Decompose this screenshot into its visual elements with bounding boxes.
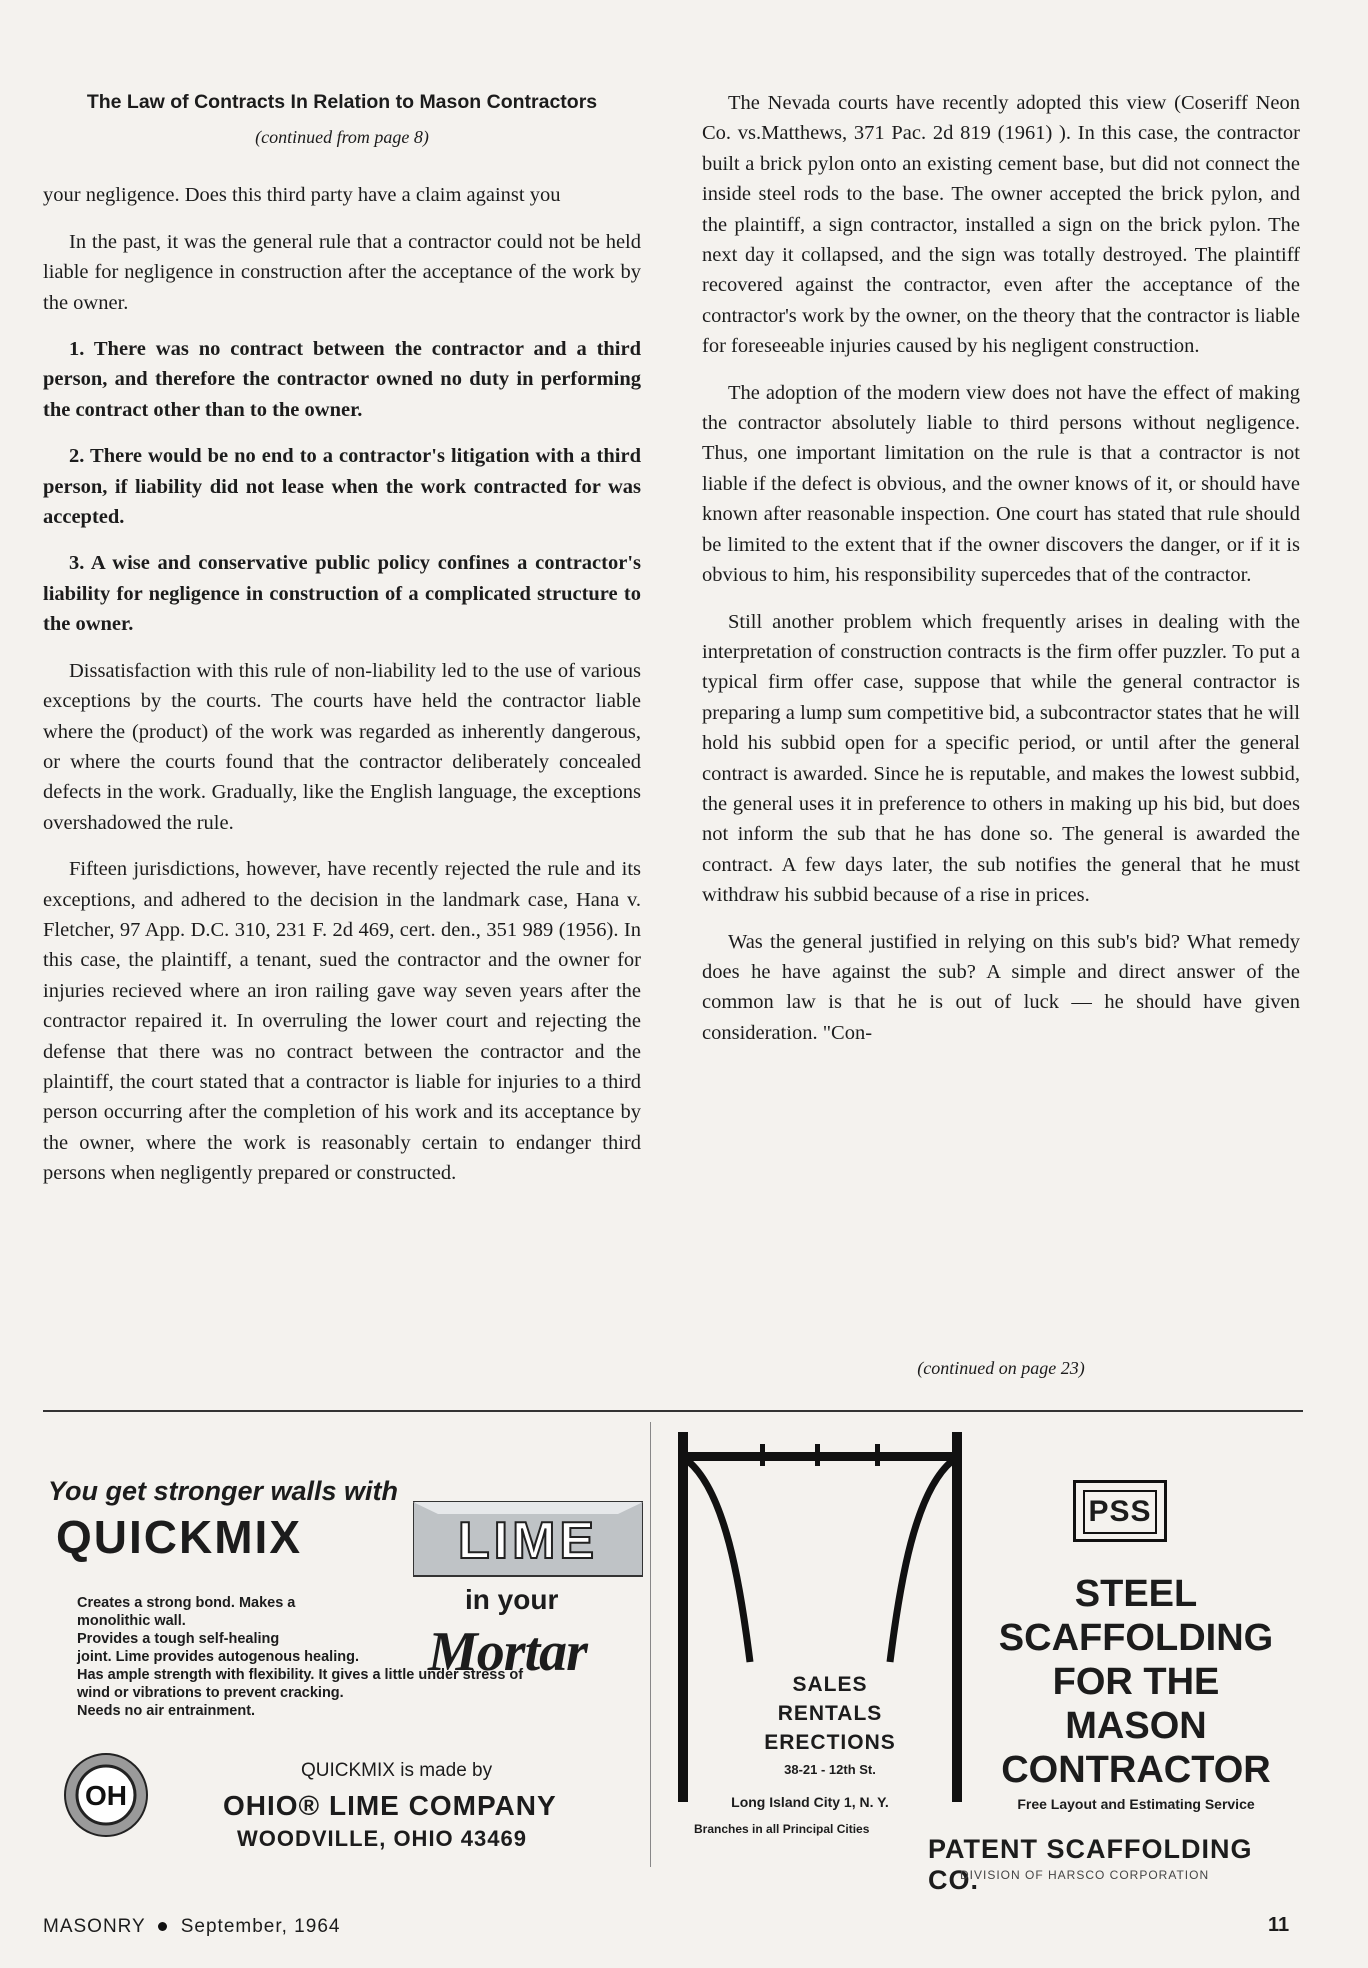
continued-on-note: (continued on page 23) xyxy=(917,1358,1085,1378)
city-address: Long Island City 1, N. Y. xyxy=(731,1794,889,1810)
free-layout-text: Free Layout and Estimating Service xyxy=(1017,1796,1255,1812)
headline-line: MASON xyxy=(1065,1705,1207,1747)
quickmix-brand: QUICKMIX xyxy=(56,1511,302,1563)
benefit-line: Provides a tough self-healing xyxy=(77,1631,280,1647)
reason-1: 1. There was no contract between the contractor and a third person, and therefore the contractor owned no duty in performing the contract other than to the owner. xyxy=(43,338,641,421)
page-number: 11 xyxy=(1268,1914,1290,1936)
headline-line: SCAFFOLDING xyxy=(998,1617,1274,1659)
continued-from-note: (continued from page 8) xyxy=(255,127,429,147)
paragraph: Still another problem which frequently arises in dealing with the interpretation of construction contracts is the firm offer puzzler. To put a typical firm offer case, suppose that while the general contractor is preparing a lump sum competitive bid, a subcontractor states that he will hold his subbid open for a specific period, or until after the general contract is awarded. Since he is reputable, and makes the lowest subbid, the general uses it in preference to others in making up his bid, but does not inform the sub that he has done so. The general is awarded the contract. A few days later, the sub notifies the general that he must withdraw his subbid because of a rise in prices. xyxy=(702,610,1300,907)
quickmix-ad xyxy=(43,1470,643,1870)
pss-logo-text: PSS xyxy=(1083,1490,1157,1534)
publication-name: MASONRY xyxy=(43,1916,146,1937)
benefits-list xyxy=(77,1594,667,1720)
lime-word: LIME xyxy=(457,1512,599,1570)
divider-rule xyxy=(43,1410,1303,1412)
scaffolding-ad xyxy=(660,1422,1310,1895)
benefit-line: monolithic wall. xyxy=(77,1613,186,1629)
headline-line: STEEL xyxy=(1074,1573,1198,1615)
paragraph: Dissatisfaction with this rule of non-liability led to the use of various exceptions by the courts. The courts have held the contractor liable where the (product) of the work was regarded as inherently dangerous, or where the courts found that the contractor deliberately concealed defects in the work. Gradually, like the English language, the exceptions overshadowed the rule. xyxy=(43,659,641,834)
benefit-line: Creates a strong bond. Makes a xyxy=(77,1595,296,1611)
paragraph: Fifteen jurisdictions, however, have recently rejected the rule and its exceptions, and adhered to the decision in the landmark case, Hana v. Fletcher, 97 App. D.C. 310, 231 F. 2d 469, cert. den., 351 989 (1956). In this case, the plaintiff, a tenant, sued the contractor and the owner for injuries recieved where an iron railing gave way seven years after the contractor repaired it. In overruling the lower court and rejecting the defense that there was no contract between the contractor and the plaintiff, the court stated that a contractor is liable for injuries to a third person occurring after the completion of his work and its acceptance by the owner, where the work is reasonably certain to endanger third persons when negligently prepared or constructed. xyxy=(43,858,641,1185)
article-right-column xyxy=(702,88,1300,1064)
article-title: The Law of Contracts In Relation to Mason Contractors xyxy=(86,91,598,113)
ad-tagline: You get stronger walls with xyxy=(48,1476,399,1506)
made-by-text: QUICKMIX is made by xyxy=(301,1760,493,1781)
services-list xyxy=(740,1670,920,1757)
paragraph: In the past, it was the general rule that a contractor could not be held liable for negligence in construction after the acceptance of the work by the owner. xyxy=(43,230,641,314)
scaffolding-headline xyxy=(976,1572,1296,1792)
paragraph: your negligence. Does this third party have a claim against you xyxy=(43,184,561,207)
logo-letters: OH xyxy=(85,1780,127,1811)
reason-3: 3. A wise and conservative public policy confines a contractor's liability for negligence in construction of a complicated structure to the owner. xyxy=(43,552,641,636)
street-address: 38-21 - 12th St. xyxy=(784,1762,876,1777)
benefit-line: Has ample strength with flexibility. It gives a little under stress of xyxy=(77,1667,524,1683)
division-text: DIVISION OF HARSCO CORPORATION xyxy=(960,1868,1210,1882)
lime-logo xyxy=(413,1496,643,1580)
branches-text: Branches in all Principal Cities xyxy=(694,1822,870,1836)
benefit-line: joint. Lime provides autogenous healing. xyxy=(77,1649,359,1665)
bullet-icon xyxy=(158,1922,167,1931)
service-item: ERECTIONS xyxy=(764,1731,896,1754)
reason-2: 2. There would be no end to a contractor's litigation with a third person, if liability did not lease when the work contracted for was accepted. xyxy=(43,445,641,529)
company-address: WOODVILLE, OHIO 43469 xyxy=(237,1826,527,1851)
headline-line: CONTRACTOR xyxy=(1001,1749,1271,1791)
paragraph: The adoption of the modern view does not have the effect of making the contractor absolutely liable to third persons without negligence. Thus, one important limitation on the rule is that a contractor is not liable if the defect is obvious, and the owner knows of it, or should have known after reasonable inspection. One court has stated that rule should be limited to the extent that if the owner discovers the danger, or if it is obvious to him, his responsibility supercedes that of the contractor. xyxy=(702,381,1300,587)
page-footer xyxy=(43,1916,340,1938)
ohio-lime-logo xyxy=(63,1752,149,1838)
mortar-text: Mortar xyxy=(428,1621,587,1683)
benefit-line: wind or vibrations to prevent cracking. xyxy=(77,1685,344,1701)
paragraph: Was the general justified in relying on this sub's bid? What remedy does he have against the sub? A simple and direct answer of the common law is that he is out of luck — he should have given consideration. "Con- xyxy=(702,930,1300,1044)
paragraph: The Nevada courts have recently adopted this view (Coseriff Neon Co. vs.Matthews, 371 Pac. 2d 819 (1961) ). In this case, the contractor built a brick pylon onto an existing cement base, but did not connect the inside steel rods to the base. The owner accepted the brick pylon, and the plaintiff, a sign contractor, installed a sign on the brick pylon. The next day it collapsed, and the sign was totally destroyed. The plaintiff recovered against the contractor, even after the acceptance of the contractor's work by the owner, on the theory that the contractor is liable for foreseeable injuries caused by his negligent construction. xyxy=(702,92,1300,358)
pss-logo xyxy=(1073,1480,1167,1542)
headline-line: FOR THE xyxy=(1052,1661,1220,1703)
issue-date: September, 1964 xyxy=(180,1916,341,1937)
in-your-text: in your xyxy=(465,1584,559,1615)
service-item: SALES xyxy=(792,1673,868,1696)
article-left-column xyxy=(43,88,641,1205)
service-item: RENTALS xyxy=(777,1702,883,1725)
benefit-line: Needs no air entrainment. xyxy=(77,1703,256,1719)
patent-scaffolding-company: PATENT SCAFFOLDING CO. xyxy=(928,1834,1253,1895)
ohio-lime-company: OHIO® LIME COMPANY xyxy=(223,1790,557,1821)
